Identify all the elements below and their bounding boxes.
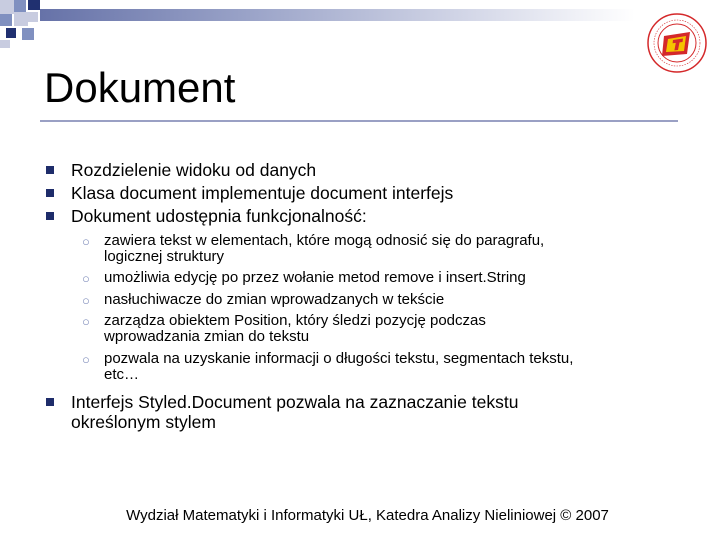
decor-square-light-2 xyxy=(14,12,28,26)
square-bullet-icon xyxy=(46,189,54,197)
bullet-text: Dokument udostępnia funkcjonalność: xyxy=(71,206,367,226)
sub-bullet-text-continued: etc… xyxy=(104,366,140,383)
hollow-circle-bullet-icon: ○ xyxy=(82,314,90,329)
decor-square-dark-1 xyxy=(28,0,40,10)
bullet-text: Klasa document implementuje document interfejs xyxy=(71,183,454,203)
slide-footer: Wydział Matematyki i Informatyki UŁ, Katedra Analizy Nieliniowej © 2007 xyxy=(126,507,609,524)
square-bullet-icon xyxy=(46,212,54,220)
sub-bullet-text: nasłuchiwacze do zmian wprowadzanych w tekście xyxy=(104,291,445,308)
square-bullet-icon xyxy=(46,398,54,406)
decor-square-light-1 xyxy=(0,0,14,14)
decor-square-mid-3 xyxy=(22,28,34,40)
bullet-text: Rozdzielenie widoku od danych xyxy=(71,160,317,180)
decor-square-dark-2 xyxy=(6,28,16,38)
university-logo-icon xyxy=(646,12,708,74)
bullet-text-continued: określonym stylem xyxy=(71,412,216,432)
sub-bullet-text: umożliwia edycję po przez wołanie metod remove i insert.String xyxy=(104,269,526,286)
sub-bullet-text: zarządza obiektem Position, który śledzi pozycję podczas xyxy=(104,312,486,329)
sub-bullet-text: zawiera tekst w elementach, które mogą odnosić się do paragrafu, xyxy=(104,232,545,249)
sub-bullet-text: pozwala na uzyskanie informacji o długości tekstu, segmentach tekstu, xyxy=(104,350,574,367)
title-rule xyxy=(40,120,678,122)
slide-title: Dokument xyxy=(44,64,236,111)
hollow-circle-bullet-icon: ○ xyxy=(82,271,90,286)
header-band xyxy=(40,9,635,21)
decor-square-light-4 xyxy=(0,40,10,48)
sub-bullet-text-continued: logicznej struktury xyxy=(104,248,225,265)
square-bullet-icon xyxy=(46,166,54,174)
decor-square-light-3 xyxy=(28,12,38,22)
decor-square-mid-1 xyxy=(14,0,26,12)
sub-bullet-text-continued: wprowadzania zmian do tekstu xyxy=(104,328,310,345)
hollow-circle-bullet-icon: ○ xyxy=(82,234,90,249)
hollow-circle-bullet-icon: ○ xyxy=(82,352,90,367)
bullet-text: Interfejs Styled.Document pozwala na zaznaczanie tekstu xyxy=(71,392,519,412)
decor-square-mid-2 xyxy=(0,14,12,26)
hollow-circle-bullet-icon: ○ xyxy=(82,293,90,308)
